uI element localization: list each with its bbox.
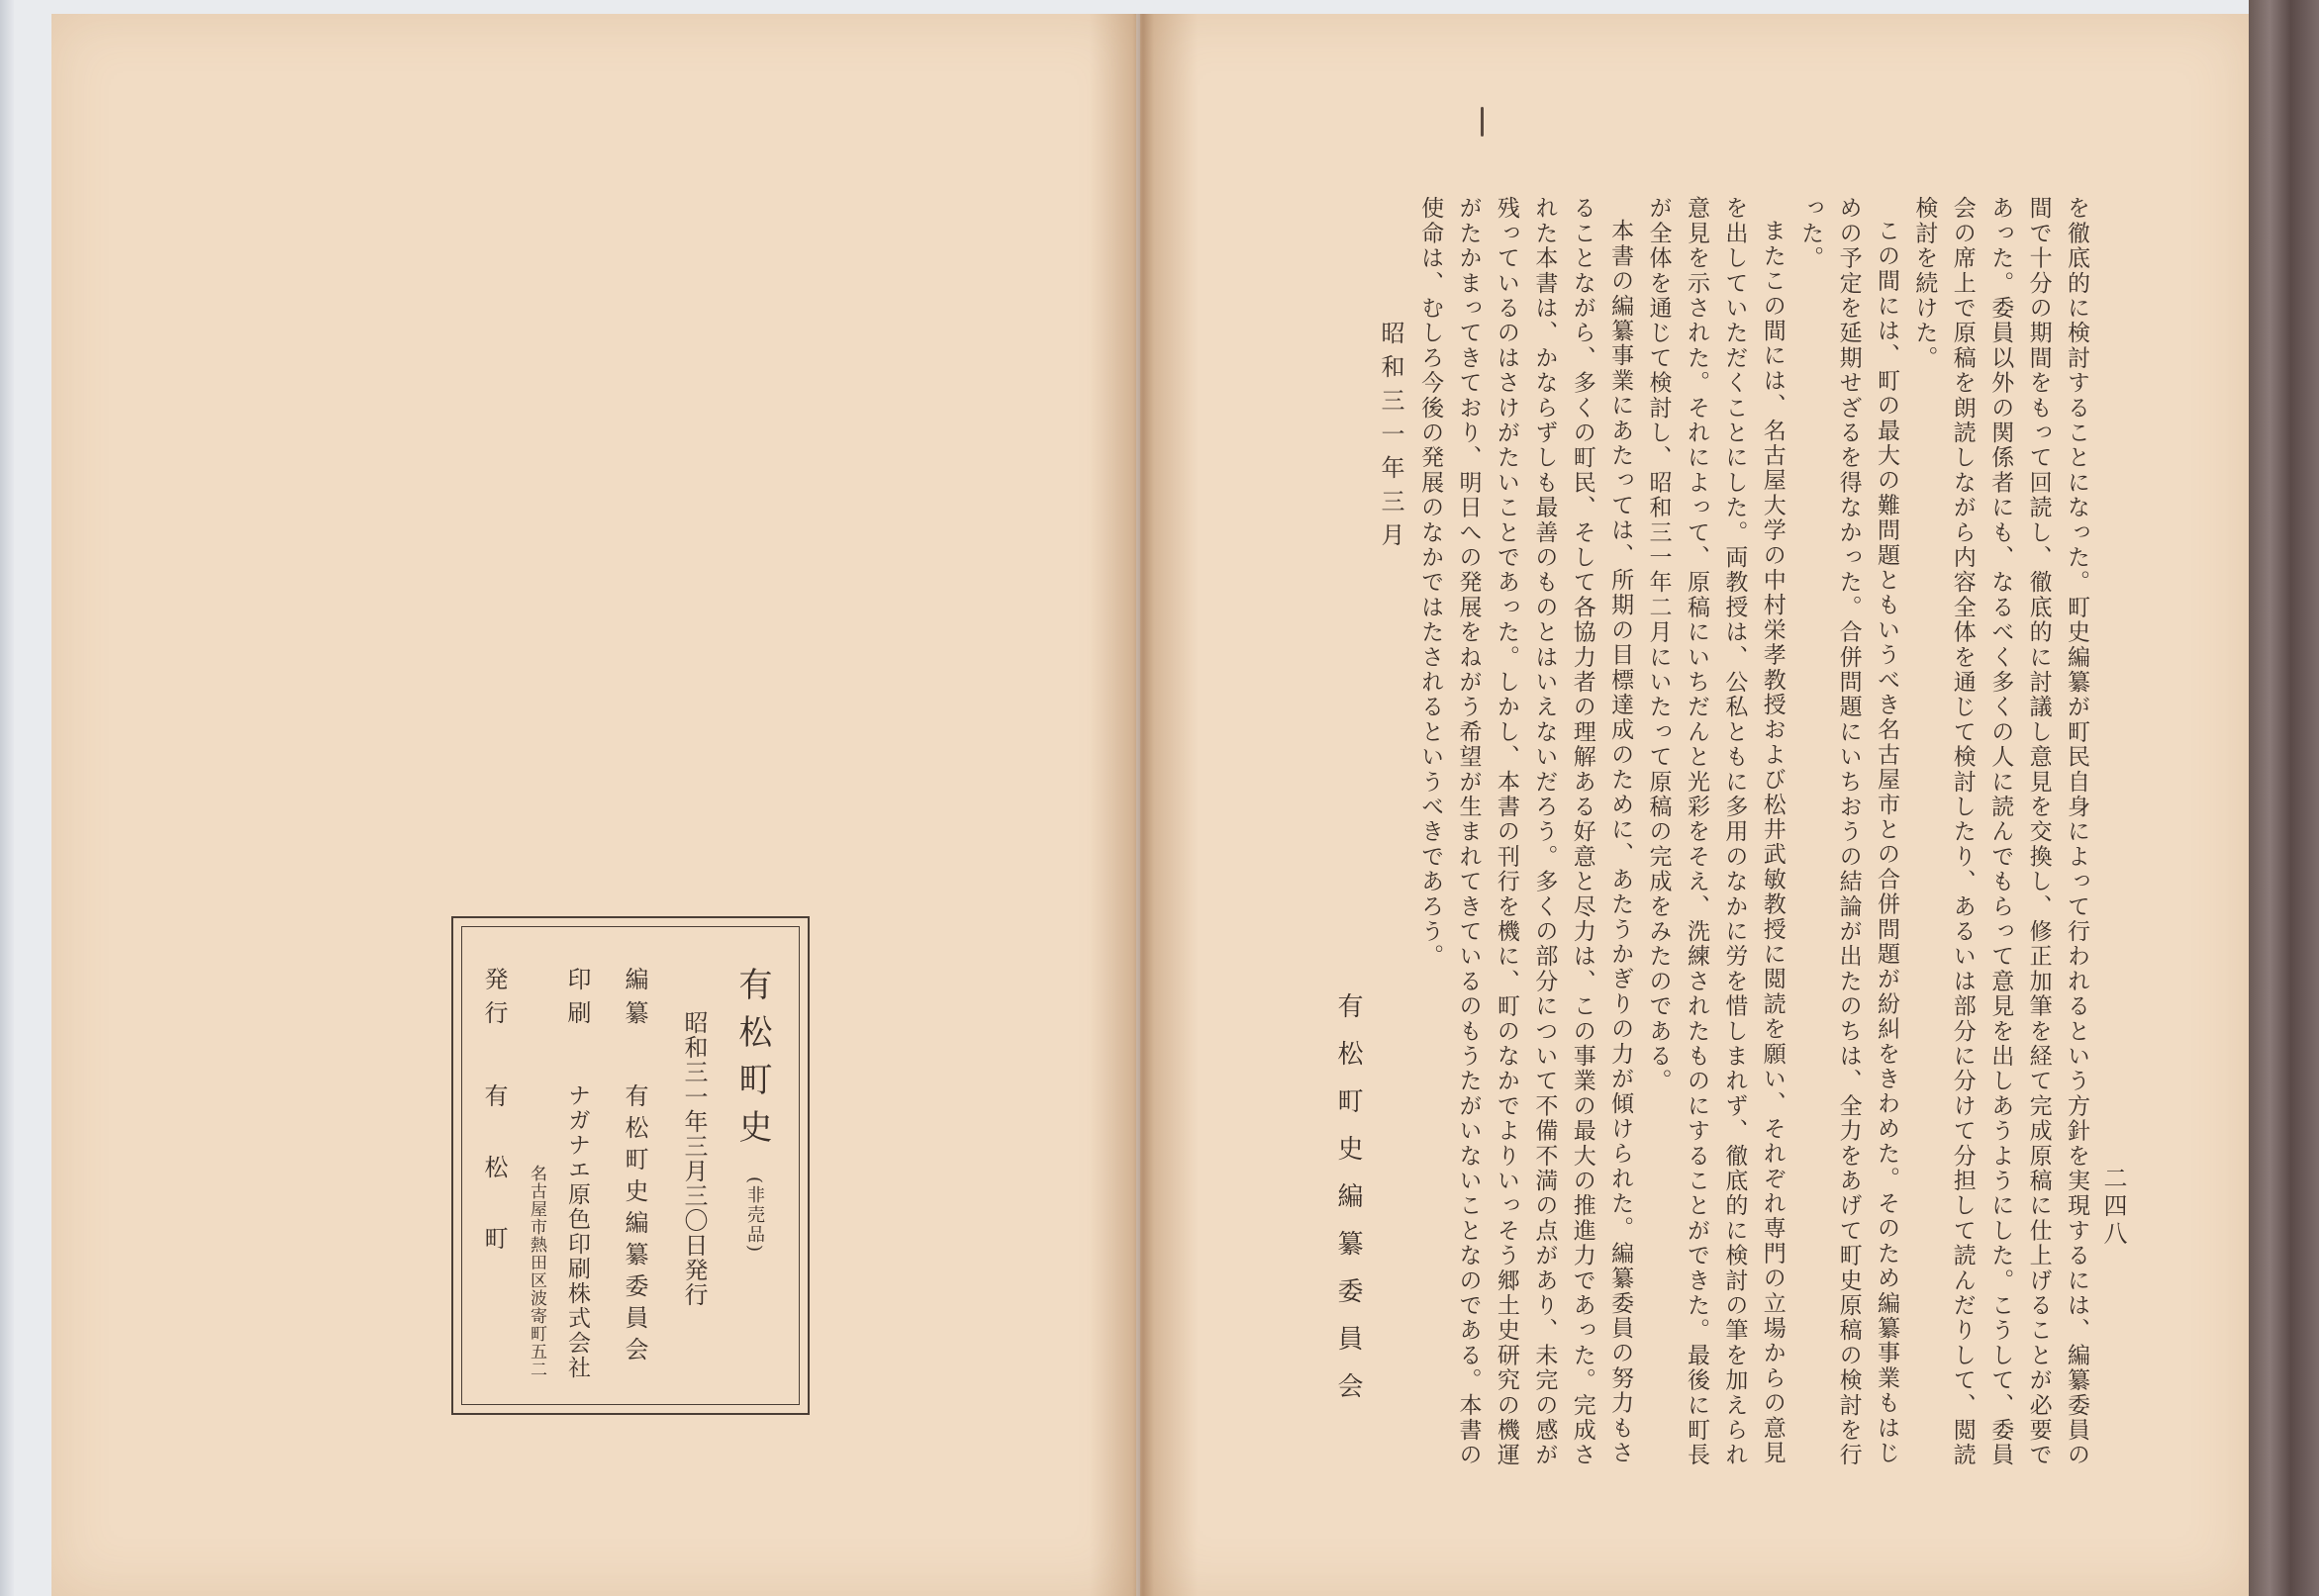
paragraph: またこの間には、名古屋大学の中村栄孝教授および松井武敏教授に閲読を願い、それぞれ専門の立場からの意見を出していただくことにした。両教授は、公私ともに多用のなかに労を惜しまれず、徹底的に検討の筆を加えられ意見を示された。それによって、原稿にいちだんと光彩をそえ、洗練されたものにすることができた。最後に町長が全体を通じて検討し、昭和三一年二月にいたって原稿の完成をみたのである。 (1645, 196, 1786, 1468)
colophon-editor-label: 編纂 (621, 967, 648, 1034)
colophon-publisher-label: 発行 (480, 967, 508, 1034)
colophon-printer-label: 印刷 (563, 967, 591, 1034)
colophon-printer-address: 名古屋市熱田区波寄町五二 (527, 1165, 546, 1378)
colophon-box (451, 916, 810, 1415)
colophon-title-note: (非売品) (744, 1176, 765, 1255)
date-line: 昭和三一年三月 (1377, 321, 1404, 556)
ink-mark (1481, 107, 1484, 137)
colophon-inner-border (461, 926, 800, 1405)
paragraph: を徹底的に検討することになった。町史編纂が町民自身によって行われるという方針を実現するには、編纂委員の間で十分の期間をもって回読し、徹底的に討議し意見を交換し、修正加筆を経て完成原稿に仕上げることが必要であった。委員以外の関係者にも、なるべく多くの人に読んでもらって意見を出しあうようにした。こうして、委員会の席上で原稿を朗読しながら内容全体を通じて検討したり、あるいは部分に分けて分担して読んだりして、閲読検討を続けた。 (1911, 196, 2089, 1468)
signature-line: 有松町史編纂委員会 (1333, 992, 1363, 1420)
scanner-edge-left (0, 0, 14, 1596)
colophon-printer: ナガナエ原色印刷株式会社 (564, 1083, 590, 1380)
colophon-editor: 有松町史編纂委員会 (621, 1083, 648, 1368)
paragraph: 本書の編纂事業にあたっては、所期の目標達成のために、あたうかぎりの力が傾けられた。編纂委員の努力もさることながら、多くの町民、そして各協力者の理解ある好意と尽力は、この事業の最大の推進力であった。完成された本書は、かならずしも最善のものとはいえないだろう。多くの部分について不備不満の点があり、未完の感が残っているのはさけがたいことであった。しかし、本書の刊行を機に、町のなかでよりいっそう郷土史研究の機運がたかまってきており、明日への発展をねがう希望が生まれてきているのもうたがいないことなのである。本書の使命は、むしろ今後の発展のなかではたされるというべきであろう。 (1417, 196, 1634, 1468)
paragraph: この間には、町の最大の難問題ともいうべき名古屋市との合併問題が紛糾をきわめた。そのため編纂事業もはじめの予定を延期せざるを得なかった。合併問題にいちおうの結論が出たのちは、全力をあげて町史原稿の検討を行った。 (1797, 196, 1899, 1468)
colophon-publisher: 有松町 (480, 1083, 508, 1297)
colophon-title: 有松町史 (732, 967, 772, 1157)
page-edges-right (2249, 0, 2319, 1596)
colophon-issue-date: 昭和三一年三月三〇日発行 (680, 1010, 708, 1307)
page-number: 二四八 (2099, 1166, 2127, 1249)
body-text (1411, 196, 2095, 1482)
